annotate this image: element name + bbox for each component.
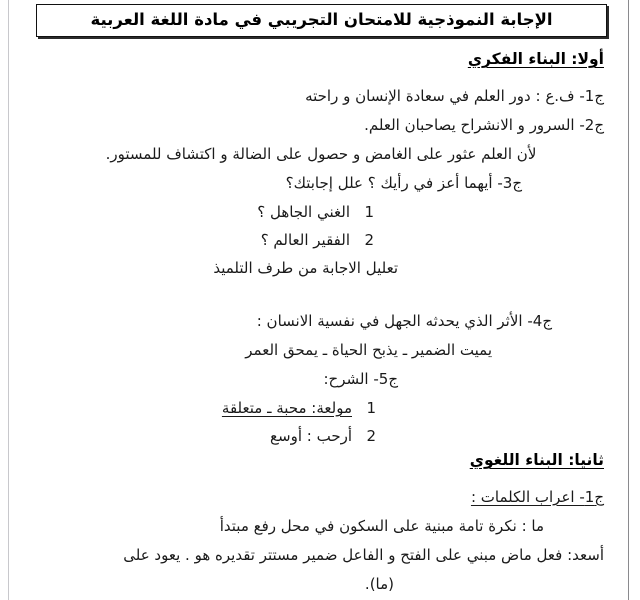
answer-option-a5-2-text: أرحب : أوسع bbox=[270, 427, 352, 445]
answer-note-a3: تعليل الاجابة من طرف التلميذ bbox=[213, 259, 398, 277]
page-border-left bbox=[8, 0, 9, 600]
page-border-right bbox=[628, 0, 629, 600]
answer-line-a2: ج2- السرور و الانشراح يصاحبان العلم. bbox=[364, 116, 604, 134]
section-heading-linguistic-construction: ثانيا: البناء اللغوي bbox=[469, 451, 604, 469]
answer-line-a3: ج3- أيهما أعز في رأيك ؟ علل إجابتك؟ bbox=[285, 174, 522, 192]
document-title-box bbox=[36, 4, 607, 37]
answer-option-a3-1-number: 1 bbox=[364, 203, 374, 221]
answer-line-a2-reason: لأن العلم عثور على الغامض و حصول على الضالة و اكتشاف للمستور. bbox=[105, 145, 537, 163]
answer-line-b1-ma: ما : نكرة تامة مبنية على السكون في محل رفع مبتدأ bbox=[219, 517, 544, 535]
answer-option-a5-2-number: 2 bbox=[366, 427, 376, 445]
answer-option-a3-2-text: الفقير العالم ؟ bbox=[260, 231, 350, 249]
answer-line-a4-detail: يميت الضمير ـ يذبح الحياة ـ يمحق العمر bbox=[245, 341, 492, 359]
document-content bbox=[16, 0, 626, 600]
answer-option-a5-1-number: 1 bbox=[366, 399, 376, 417]
section-heading-intellectual-construction: أولا: البناء الفكري bbox=[467, 50, 604, 68]
answer-line-b1: ج1- اعراب الكلمات : bbox=[470, 488, 604, 506]
answer-line-a4: ج4- الأثر الذي يحدثه الجهل في نفسية الانسان : bbox=[256, 312, 552, 330]
answer-option-a3-1-text: الغني الجاهل ؟ bbox=[257, 203, 350, 221]
answer-line-b1-tail: (ما). bbox=[364, 575, 394, 593]
answer-line-a1: ج1- ف.ع : دور العلم في سعادة الإنسان و راحته bbox=[305, 87, 604, 105]
document-title: الإجابة النموذجية للامتحان التجريبي في مادة اللغة العربية bbox=[90, 10, 553, 30]
answer-option-a3-2-number: 2 bbox=[364, 231, 374, 249]
answer-line-b1-asaada: أسعد: فعل ماض مبني على الفتح و الفاعل ضمير مستتر تقديره هو . يعود على bbox=[123, 546, 604, 564]
answer-option-a5-1-text: مولعة: محبة ـ متعلقة bbox=[221, 399, 352, 417]
answer-line-a5: ج5- الشرح: bbox=[323, 370, 398, 388]
